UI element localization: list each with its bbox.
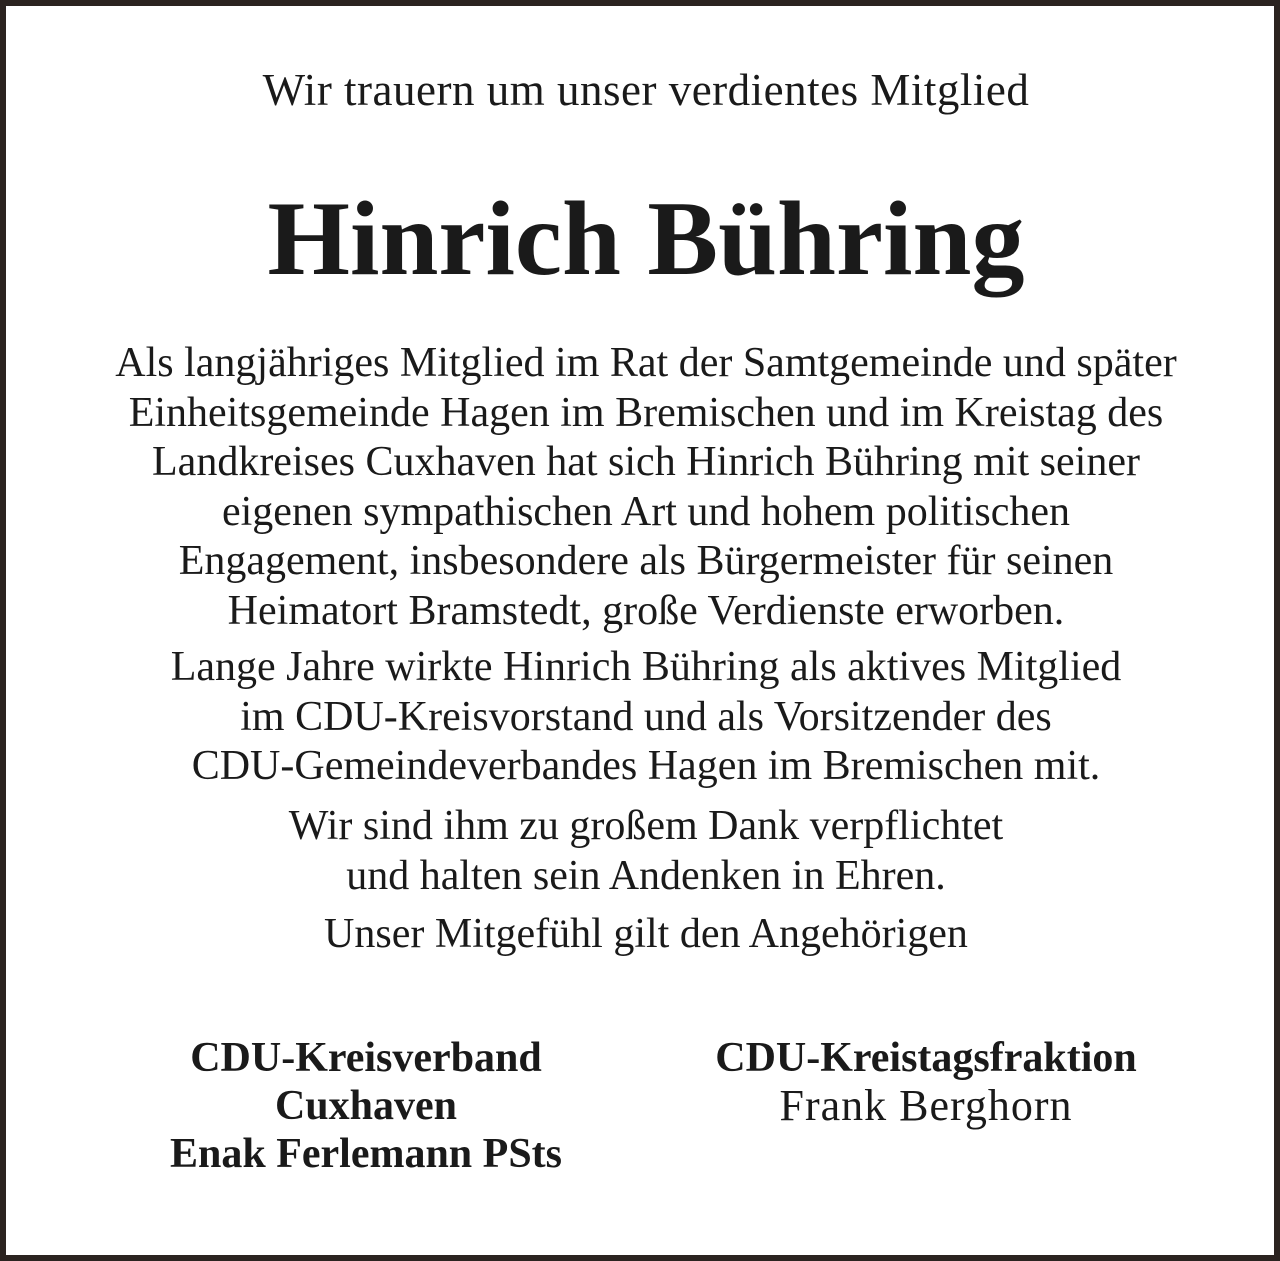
signature-person: Enak Ferlemann PSts bbox=[169, 1131, 563, 1177]
signature-kreistagsfraktion bbox=[656, 1034, 1196, 1130]
text-line: Wir sind ihm zu großem Dank verpflichtet bbox=[288, 803, 1004, 849]
text-line: Engagement, insbesondere als Bürgermeister für seinen bbox=[178, 538, 1114, 584]
text-line: Heimatort Bramstedt, große Verdienste erworben. bbox=[227, 587, 1065, 634]
paragraph-condolence bbox=[6, 910, 1280, 960]
paragraph-gratitude bbox=[6, 802, 1280, 901]
text-line: Landkreises Cuxhaven hat sich Hinrich Bühring mit seiner bbox=[152, 439, 1140, 485]
text-line: eigenen sympathischen Art und hohem politischen bbox=[222, 488, 1070, 535]
deceased-name: Hinrich Bühring bbox=[267, 180, 1025, 297]
signature-person: Frank Berghorn bbox=[779, 1081, 1073, 1130]
signature-org: CDU-Kreistagsfraktion bbox=[715, 1035, 1137, 1081]
text-line: CDU-Gemeindeverbandes Hagen im Bremischen mit. bbox=[191, 743, 1101, 789]
text-line: Unser Mitgefühl gilt den Angehörigen bbox=[324, 911, 968, 957]
text-line: Als langjähriges Mitglied im Rat der Samtgemeinde und später bbox=[115, 340, 1177, 386]
text-line: im CDU-Kreisvorstand und als Vorsitzender des bbox=[240, 693, 1052, 740]
text-line: und halten sein Andenken in Ehren. bbox=[346, 852, 946, 899]
intro-text: Wir trauern um unser verdientes Mitglied bbox=[262, 65, 1030, 115]
paragraph-party-work bbox=[6, 643, 1280, 792]
signature-org: CDU-Kreisverband bbox=[190, 1035, 542, 1081]
text-line: Lange Jahre wirkte Hinrich Bühring als aktives Mitglied bbox=[170, 644, 1122, 690]
paragraph-merits bbox=[6, 339, 1280, 636]
text-line: Einheitsgemeinde Hagen im Bremischen und im Kreistag des bbox=[128, 389, 1164, 436]
signature-place: Cuxhaven bbox=[274, 1083, 458, 1129]
signature-kreisverband bbox=[116, 1034, 616, 1178]
